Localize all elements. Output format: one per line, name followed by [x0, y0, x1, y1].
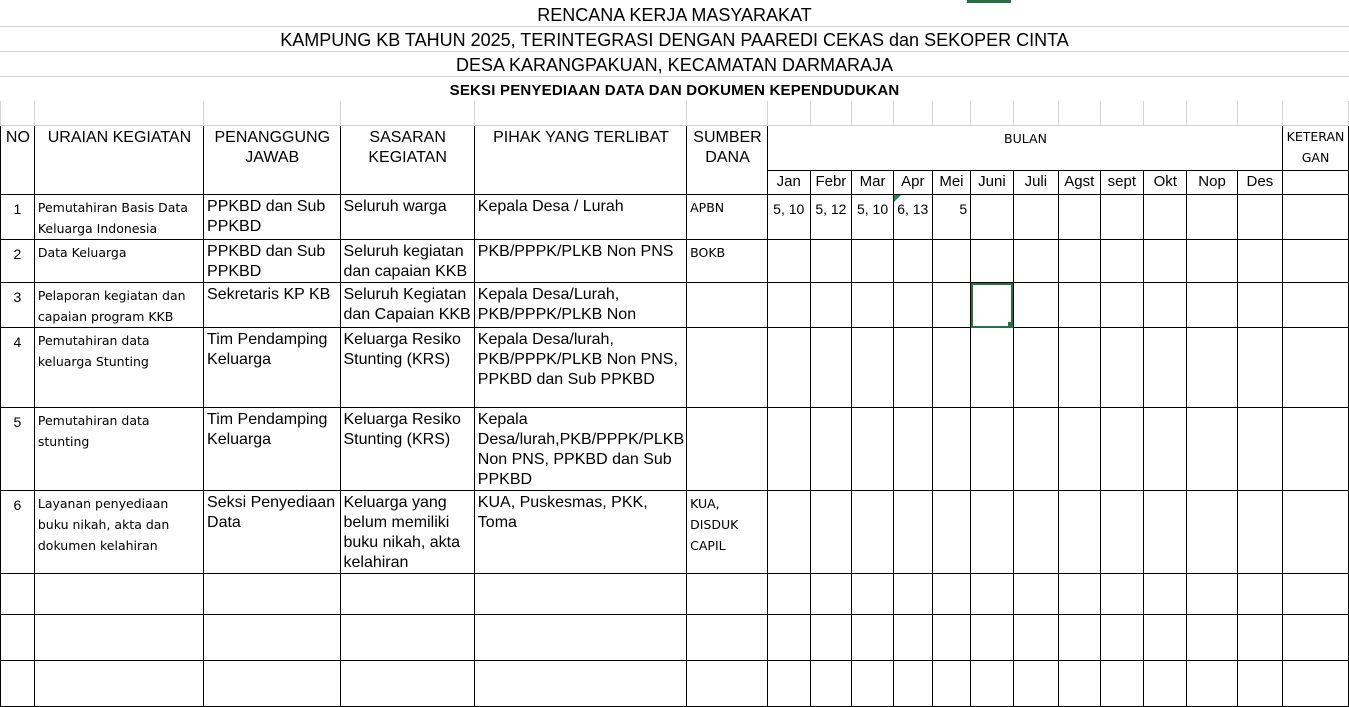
empty-cell[interactable]	[1187, 615, 1237, 661]
cell-month-mar[interactable]: 5, 10	[852, 195, 894, 240]
grid-cell[interactable]	[474, 101, 686, 126]
header-keterangan[interactable]	[1283, 126, 1349, 171]
grid-cell[interactable]	[1187, 101, 1237, 126]
empty-cell[interactable]	[340, 574, 474, 615]
cell-no[interactable]: 4	[1, 328, 35, 408]
title-line-1[interactable]: RENCANA KERJA MASYARAKAT	[537, 5, 812, 25]
cell-uraian-text: Data Keluarga	[37, 245, 127, 260]
cell-sumber-text	[687, 408, 767, 410]
month-header-agst[interactable]: Agst	[1058, 171, 1100, 195]
cell-keterangan[interactable]	[1283, 491, 1349, 574]
header-sumber-label: SUMBER DANA	[693, 129, 762, 166]
grid-cell[interactable]	[34, 101, 203, 126]
empty-cell[interactable]	[1144, 574, 1187, 615]
cell-month-okt[interactable]	[1144, 408, 1187, 491]
header-sumber[interactable]	[687, 126, 768, 195]
cell-month-des[interactable]	[1237, 240, 1282, 283]
table-row	[1, 408, 1349, 491]
cell-month-apr[interactable]	[893, 240, 932, 283]
cell-uraian[interactable]	[34, 328, 203, 408]
empty-cell[interactable]	[1187, 574, 1237, 615]
cell-sasaran-text: Keluarga yang belum memiliki buku nikah, akta kelahiran	[343, 494, 461, 571]
empty-cell[interactable]	[932, 615, 971, 661]
cell-month-juni[interactable]	[971, 240, 1014, 283]
month-header-feb[interactable]: Febr	[810, 171, 852, 195]
cell-uraian-text: Layanan penyediaan buku nikah, akta dan dokumen kelahiran	[37, 496, 170, 553]
cell-pihak[interactable]	[474, 195, 686, 240]
cell-month-des[interactable]	[1237, 328, 1282, 408]
empty-row	[1, 615, 1349, 661]
cell-no[interactable]: 6	[1, 491, 35, 574]
cell-month-okt[interactable]	[1144, 328, 1187, 408]
month-header-nop[interactable]: Nop	[1187, 171, 1237, 195]
cell-month-sept[interactable]	[1100, 408, 1144, 491]
cell-sasaran[interactable]	[340, 283, 474, 328]
cell-pihak-text: Kepala Desa/lurah, PKB/PPPK/PLKB Non PNS, PPKBD dan Sub PPKBD	[477, 331, 678, 388]
cell-month-nop[interactable]	[1187, 328, 1237, 408]
grid-cell[interactable]	[810, 101, 852, 126]
empty-cell[interactable]	[474, 615, 686, 661]
cell-penanggung-text: PPKBD dan Sub PPKBD	[207, 198, 326, 235]
cell-sumber-text: KUA, DISDUK CAPIL	[690, 496, 739, 553]
cell-month-agst[interactable]	[1058, 283, 1100, 328]
cell-month-okt[interactable]	[1144, 240, 1187, 283]
header-bulan-label: BULAN	[1004, 131, 1047, 146]
cell-month-des[interactable]	[1237, 195, 1282, 240]
cell-sumber[interactable]	[687, 408, 768, 491]
cell-month-apr[interactable]	[893, 283, 932, 328]
cell-month-jan[interactable]	[767, 240, 810, 283]
table-row	[1, 491, 1349, 574]
cell-pihak-text: Kepala Desa / Lurah	[477, 198, 624, 215]
cell-month-mar[interactable]	[852, 328, 894, 408]
cell-penanggung[interactable]	[204, 195, 340, 240]
cell-pihak[interactable]	[474, 491, 686, 574]
header-keterangan-label: KETERAN GAN	[1286, 129, 1345, 165]
cell-month-okt[interactable]	[1144, 195, 1187, 240]
cell-month-feb[interactable]	[810, 408, 852, 491]
cell-month-juni[interactable]	[971, 491, 1014, 574]
cell-pihak[interactable]	[474, 328, 686, 408]
cell-sasaran-text: Seluruh kegiatan dan capaian KKB	[343, 243, 468, 280]
cell-sasaran[interactable]	[340, 240, 474, 283]
cell-penanggung-text: Tim Pendamping Keluarga	[207, 331, 328, 368]
cell-uraian[interactable]	[34, 283, 203, 328]
empty-cell[interactable]	[852, 615, 894, 661]
cell-month-juni[interactable]	[971, 408, 1014, 491]
cell-keterangan[interactable]	[1283, 195, 1349, 240]
cell-sasaran-text: Seluruh warga	[343, 198, 447, 215]
cell-month-apr[interactable]	[893, 408, 932, 491]
cell-sasaran[interactable]	[340, 408, 474, 491]
empty-cell[interactable]	[340, 615, 474, 661]
cell-month-sept[interactable]	[1100, 491, 1144, 574]
month-header-okt[interactable]: Okt	[1144, 171, 1187, 195]
cell-month-juni-selected[interactable]	[971, 283, 1014, 328]
cell-pihak-text: KUA, Puskesmas, PKK, Toma	[477, 494, 648, 531]
cell-sasaran-text: Keluarga Resiko Stunting (KRS)	[343, 331, 461, 368]
empty-cell[interactable]	[1100, 615, 1144, 661]
header-sasaran[interactable]	[340, 126, 474, 195]
empty-cell[interactable]	[932, 574, 971, 615]
month-header-jan[interactable]: Jan	[767, 171, 810, 195]
cell-penanggung-text: Tim Pendamping Keluarga	[207, 411, 328, 448]
empty-cell[interactable]	[1100, 574, 1144, 615]
grid-cell[interactable]	[932, 101, 971, 126]
empty-cell[interactable]	[852, 574, 894, 615]
cell-month-des[interactable]	[1237, 491, 1282, 574]
grid-cell[interactable]	[687, 101, 768, 126]
cell-pihak[interactable]	[474, 408, 686, 491]
empty-cell[interactable]	[1013, 615, 1058, 661]
cell-month-juni[interactable]	[971, 195, 1014, 240]
header-penanggung-label: PENANGGUNG JAWAB	[214, 129, 331, 166]
cell-month-mei[interactable]: 5	[932, 195, 971, 240]
cell-month-juli[interactable]	[1013, 283, 1058, 328]
empty-cell[interactable]	[1058, 615, 1100, 661]
cell-month-jan[interactable]: 5, 10	[767, 195, 810, 240]
cell-month-nop[interactable]	[1187, 408, 1237, 491]
cell-no[interactable]: 2	[1, 240, 35, 283]
grid-cell[interactable]	[1144, 101, 1187, 126]
empty-cell[interactable]	[204, 615, 340, 661]
cell-uraian-text: Pemutahiran data stunting	[37, 413, 150, 449]
grid-cell[interactable]	[1, 101, 35, 126]
header-no-label: NO	[5, 129, 30, 146]
cell-pihak-text: Kepala Desa/lurah,PKB/PPPK/PLKB Non PNS, PPKBD dan Sub PPKBD	[477, 411, 685, 488]
cell-month-agst[interactable]	[1058, 328, 1100, 408]
fill-handle[interactable]	[1008, 322, 1014, 328]
empty-cell[interactable]	[1013, 574, 1058, 615]
empty-cell[interactable]	[767, 615, 810, 661]
cell-month-agst[interactable]	[1058, 491, 1100, 574]
cell-month-juli[interactable]	[1013, 240, 1058, 283]
header-row	[1, 126, 1349, 171]
cell-sumber-text: APBN	[690, 200, 725, 215]
title-line-3[interactable]: DESA KARANGPAKUAN, KECAMATAN DARMARAJA	[455, 55, 894, 75]
empty-cell[interactable]	[1, 615, 35, 661]
cell-month-mei[interactable]	[932, 408, 971, 491]
cell-month-okt[interactable]	[1144, 283, 1187, 328]
cell-sumber[interactable]	[687, 328, 768, 408]
cell-month-juni[interactable]	[971, 328, 1014, 408]
empty-cell[interactable]	[971, 574, 1014, 615]
cell-keterangan[interactable]	[1283, 240, 1349, 283]
cell-pihak-text: PKB/PPPK/PLKB Non PNS	[477, 243, 674, 260]
cell-month-okt[interactable]	[1144, 491, 1187, 574]
cell-month-mei[interactable]	[932, 240, 971, 283]
cell-month-mei[interactable]	[932, 328, 971, 408]
cell-month-juli[interactable]	[1013, 491, 1058, 574]
empty-cell[interactable]	[34, 615, 203, 661]
empty-cell[interactable]	[971, 615, 1014, 661]
cell-month-juli[interactable]	[1013, 328, 1058, 408]
cell-no[interactable]: 5	[1, 408, 35, 491]
header-penanggung[interactable]	[204, 126, 340, 195]
month-header-apr[interactable]: Apr	[893, 171, 932, 195]
grid-cell[interactable]	[340, 101, 474, 126]
cell-month-feb[interactable]: 5, 12	[810, 195, 852, 240]
empty-cell[interactable]	[204, 574, 340, 615]
header-uraian-label: URAIAN KEGIATAN	[47, 129, 192, 146]
cell-sumber-text	[687, 283, 767, 285]
grid-line	[0, 26, 1349, 27]
cell-sumber[interactable]	[687, 240, 768, 283]
cell-month-jan[interactable]	[767, 491, 810, 574]
section-title[interactable]: SEKSI PENYEDIAAN DATA DAN DOKUMEN KEPENDUDUKAN	[449, 82, 900, 99]
cell-sasaran-text: Keluarga Resiko Stunting (KRS)	[343, 411, 461, 448]
grid-cell[interactable]	[852, 101, 894, 126]
cell-month-mar[interactable]	[852, 408, 894, 491]
cell-month-mei[interactable]	[932, 283, 971, 328]
cell-month-agst[interactable]	[1058, 195, 1100, 240]
cell-penanggung[interactable]	[204, 283, 340, 328]
cell-uraian[interactable]	[34, 195, 203, 240]
cell-keterangan[interactable]	[1283, 408, 1349, 491]
cell-keterangan[interactable]	[1283, 328, 1349, 408]
cell-month-feb[interactable]	[810, 240, 852, 283]
cell-penanggung[interactable]	[204, 408, 340, 491]
cell-sumber[interactable]	[687, 283, 768, 328]
cell-no[interactable]: 1	[1, 195, 35, 240]
cell-uraian-text: Pemutahiran Basis Data Keluarga Indonesia	[37, 200, 188, 236]
cell-month-des[interactable]	[1237, 283, 1282, 328]
empty-cell[interactable]	[1237, 574, 1282, 615]
month-header-juni[interactable]: Juni	[971, 171, 1014, 195]
cell-month-apr[interactable]	[893, 328, 932, 408]
cell-month-apr[interactable]	[893, 491, 932, 574]
empty-cell[interactable]	[1058, 574, 1100, 615]
keterangan-subheader[interactable]	[1283, 171, 1349, 195]
cell-month-juli[interactable]	[1013, 195, 1058, 240]
header-pihak-label: PIHAK YANG TERLIBAT	[493, 129, 669, 146]
empty-cell[interactable]	[1144, 615, 1187, 661]
cell-sumber[interactable]	[687, 195, 768, 240]
cell-penanggung-text: Sekretaris KP KB	[207, 286, 331, 303]
cell-month-sept[interactable]	[1100, 240, 1144, 283]
grid-line	[0, 76, 1349, 77]
header-sasaran-label: SASARAN KEGIATAN	[368, 129, 447, 166]
cell-month-nop[interactable]	[1187, 195, 1237, 240]
grid-cell[interactable]	[1013, 101, 1058, 126]
cell-month-feb[interactable]	[810, 328, 852, 408]
month-header-mei[interactable]: Mei	[932, 171, 971, 195]
cell-no[interactable]: 3	[1, 283, 35, 328]
cell-penanggung[interactable]	[204, 240, 340, 283]
empty-cell[interactable]	[893, 574, 932, 615]
cell-sasaran[interactable]	[340, 195, 474, 240]
cell-month-feb[interactable]	[810, 491, 852, 574]
work-plan-table	[0, 101, 1349, 707]
cell-uraian[interactable]	[34, 240, 203, 283]
cell-sasaran[interactable]	[340, 328, 474, 408]
cell-month-mei[interactable]	[932, 491, 971, 574]
month-header-juli[interactable]: Juli	[1013, 171, 1058, 195]
cell-uraian-text: Pemutahiran data keluarga Stunting	[37, 333, 150, 369]
cell-keterangan[interactable]	[1283, 283, 1349, 328]
header-uraian[interactable]	[34, 126, 203, 195]
empty-cell[interactable]	[1, 574, 35, 615]
grid-line	[0, 51, 1349, 52]
table-row	[1, 328, 1349, 408]
cell-month-juli[interactable]	[1013, 408, 1058, 491]
table-row	[1, 195, 1349, 240]
cell-sasaran[interactable]	[340, 491, 474, 574]
cell-month-nop[interactable]	[1187, 283, 1237, 328]
cell-month-nop[interactable]	[1187, 240, 1237, 283]
cell-uraian[interactable]	[34, 491, 203, 574]
empty-cell[interactable]	[687, 615, 768, 661]
empty-cell[interactable]	[1283, 574, 1349, 615]
cell-month-agst[interactable]	[1058, 408, 1100, 491]
cell-month-sept[interactable]	[1100, 195, 1144, 240]
cell-month-sept[interactable]	[1100, 328, 1144, 408]
empty-row	[1, 574, 1349, 615]
grid-cell[interactable]	[971, 101, 1014, 126]
cell-month-mar[interactable]	[852, 240, 894, 283]
cell-uraian-text: Pelaporan kegiatan dan capaian program KKB	[37, 288, 186, 324]
cell-month-jan[interactable]	[767, 283, 810, 328]
month-header-des[interactable]: Des	[1237, 171, 1282, 195]
header-bulan[interactable]	[767, 126, 1282, 171]
cell-sumber-text: BOKB	[690, 245, 726, 260]
grid-cell[interactable]	[1058, 101, 1100, 126]
cell-pihak[interactable]	[474, 283, 686, 328]
month-header-sept[interactable]: sept	[1100, 171, 1144, 195]
empty-cell[interactable]	[1237, 615, 1282, 661]
cell-penanggung-text: Seksi Penyediaan Data	[207, 494, 336, 531]
empty-cell[interactable]	[810, 574, 852, 615]
table-row	[1, 283, 1349, 328]
header-no[interactable]	[1, 126, 35, 195]
blank-grid-row	[1, 101, 1349, 126]
cell-sumber-text	[687, 328, 767, 330]
grid-cell[interactable]	[893, 101, 932, 126]
cell-penanggung-text: PPKBD dan Sub PPKBD	[207, 243, 326, 280]
cell-month-feb[interactable]	[810, 283, 852, 328]
cell-month-sept[interactable]	[1100, 283, 1144, 328]
empty-cell[interactable]	[1283, 615, 1349, 661]
grid-cell[interactable]	[1283, 101, 1349, 126]
empty-cell[interactable]	[474, 574, 686, 615]
cell-uraian[interactable]	[34, 408, 203, 491]
grid-cell[interactable]	[204, 101, 340, 126]
cell-month-apr[interactable]: 6, 13	[893, 195, 932, 240]
empty-cell[interactable]	[34, 574, 203, 615]
cell-month-des[interactable]	[1237, 408, 1282, 491]
cell-penanggung[interactable]	[204, 328, 340, 408]
empty-cell[interactable]	[893, 615, 932, 661]
cell-month-mar[interactable]	[852, 491, 894, 574]
cell-month-nop[interactable]	[1187, 491, 1237, 574]
cell-sumber[interactable]	[687, 491, 768, 574]
empty-cell[interactable]	[810, 615, 852, 661]
cell-month-jan[interactable]	[767, 408, 810, 491]
cell-pihak[interactable]	[474, 240, 686, 283]
grid-cell[interactable]	[1100, 101, 1144, 126]
cell-month-mar[interactable]	[852, 283, 894, 328]
cell-pihak-text: Kepala Desa/Lurah, PKB/PPPK/PLKB Non	[477, 286, 637, 323]
cell-penanggung[interactable]	[204, 491, 340, 574]
cell-sasaran-text: Seluruh Kegiatan dan Capaian KKB	[343, 286, 471, 323]
cell-month-jan[interactable]	[767, 328, 810, 408]
table-row	[1, 240, 1349, 283]
title-line-2[interactable]: KAMPUNG KB TAHUN 2025, TERINTEGRASI DENGAN PAAREDI CEKAS dan SEKOPER CINTA	[280, 30, 1069, 50]
grid-cell[interactable]	[767, 101, 810, 126]
month-header-mar[interactable]: Mar	[852, 171, 894, 195]
header-pihak[interactable]	[474, 126, 686, 195]
cell-month-agst[interactable]	[1058, 240, 1100, 283]
grid-cell[interactable]	[1237, 101, 1282, 126]
empty-cell[interactable]	[767, 574, 810, 615]
empty-cell[interactable]	[687, 574, 768, 615]
